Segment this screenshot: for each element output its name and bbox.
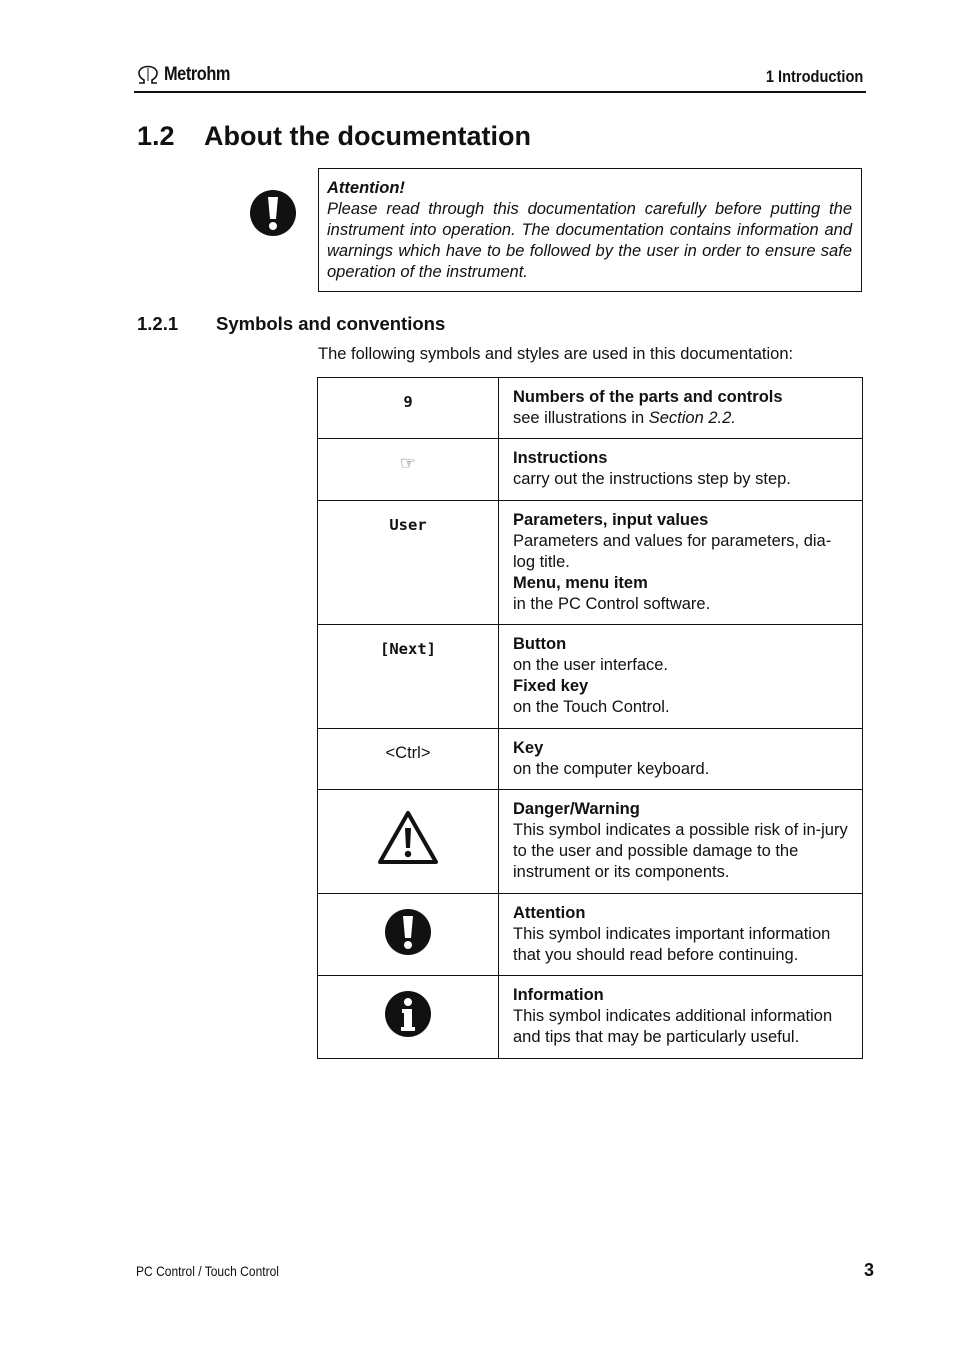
chapter-title: 1 Introduction	[765, 67, 863, 86]
symbol-cell	[318, 625, 499, 729]
subsection-heading	[137, 313, 445, 335]
description-cell	[499, 894, 863, 976]
symbol-parameter: User	[389, 516, 427, 534]
symbol-number: 9	[403, 393, 413, 411]
row-desc-2: on the Touch Control.	[513, 698, 670, 716]
row-title-2: Fixed key	[513, 677, 589, 695]
symbol-cell	[318, 501, 499, 625]
attention-note	[318, 168, 862, 292]
row-desc: This symbol indicates additional information and tips that may be particularly useful.	[513, 1007, 833, 1046]
row-title: Information	[513, 986, 604, 1004]
row-desc: carry out the instructions step by step.	[513, 470, 791, 488]
symbol-cell	[318, 439, 499, 501]
table-row	[318, 378, 863, 439]
subsection-title: Symbols and conventions	[216, 313, 446, 334]
header-divider	[134, 91, 866, 93]
brand-name: Metrohm	[164, 64, 230, 85]
symbol-key: <Ctrl>	[385, 744, 431, 762]
section-heading	[137, 121, 531, 152]
table-row	[318, 625, 863, 729]
section-number: 1.2	[137, 121, 175, 151]
row-title: Parameters, input values	[513, 511, 709, 529]
row-title: Key	[513, 739, 544, 757]
attention-title: Attention!	[327, 179, 405, 197]
row-desc: This symbol indicates a possible risk of in-jury to the user and possible damage to the instrument or its components.	[513, 821, 848, 881]
symbol-cell	[318, 790, 499, 894]
description-cell	[499, 378, 863, 439]
pointing-hand-icon: ☞	[399, 453, 417, 474]
row-title: Button	[513, 635, 567, 653]
attention-icon	[384, 908, 432, 956]
symbol-cell	[318, 729, 499, 790]
row-desc: This symbol indicates important information that you should read before continuing.	[513, 925, 831, 964]
footer-product: PC Control / Touch Control	[136, 1263, 279, 1279]
page-number: 3	[863, 1260, 874, 1280]
symbols-table	[317, 377, 863, 1059]
symbol-cell	[318, 894, 499, 976]
table-row	[318, 439, 863, 501]
subsection-number: 1.2.1	[137, 313, 179, 334]
row-desc-ref: Section 2.2	[648, 409, 732, 427]
row-title-2: Menu, menu item	[513, 574, 648, 592]
symbol-button: [Next]	[380, 640, 436, 658]
warning-triangle-icon	[377, 810, 439, 866]
table-row	[318, 894, 863, 976]
description-cell	[499, 625, 863, 729]
description-cell	[499, 729, 863, 790]
symbol-cell	[318, 378, 499, 439]
row-desc: on the user interface.	[513, 656, 669, 674]
intro-paragraph: The following symbols and styles are used in this documentation:	[318, 345, 794, 363]
row-desc: on the computer keyboard.	[513, 760, 710, 778]
row-desc-end: .	[731, 409, 736, 427]
row-desc-text: see illustrations in	[513, 409, 649, 427]
table-row	[318, 790, 863, 894]
description-cell	[499, 790, 863, 894]
attention-text: Please read through this documentation carefully before putting the instrument into operation. The documentation contains information and warnings which have to be followed by the user in order to ensure safe operation of the instrument.	[327, 200, 852, 281]
row-title: Instructions	[513, 449, 608, 467]
description-cell	[499, 439, 863, 501]
row-desc: Parameters and values for parameters, dia-log title.	[513, 532, 832, 571]
row-desc-2: in the PC Control software.	[513, 595, 711, 613]
description-cell	[499, 501, 863, 625]
row-title: Attention	[513, 904, 586, 922]
table-row	[318, 501, 863, 625]
information-icon	[384, 990, 432, 1038]
attention-icon	[249, 189, 297, 237]
brand-logo	[136, 64, 241, 86]
omega-logo-icon	[136, 65, 160, 85]
table-row	[318, 729, 863, 790]
row-desc	[513, 408, 854, 429]
section-title: About the documentation	[204, 121, 531, 151]
row-title: Numbers of the parts and controls	[513, 388, 783, 406]
description-cell	[499, 976, 863, 1059]
table-row	[318, 976, 863, 1059]
symbol-cell	[318, 976, 499, 1059]
row-title: Danger/Warning	[513, 800, 640, 818]
